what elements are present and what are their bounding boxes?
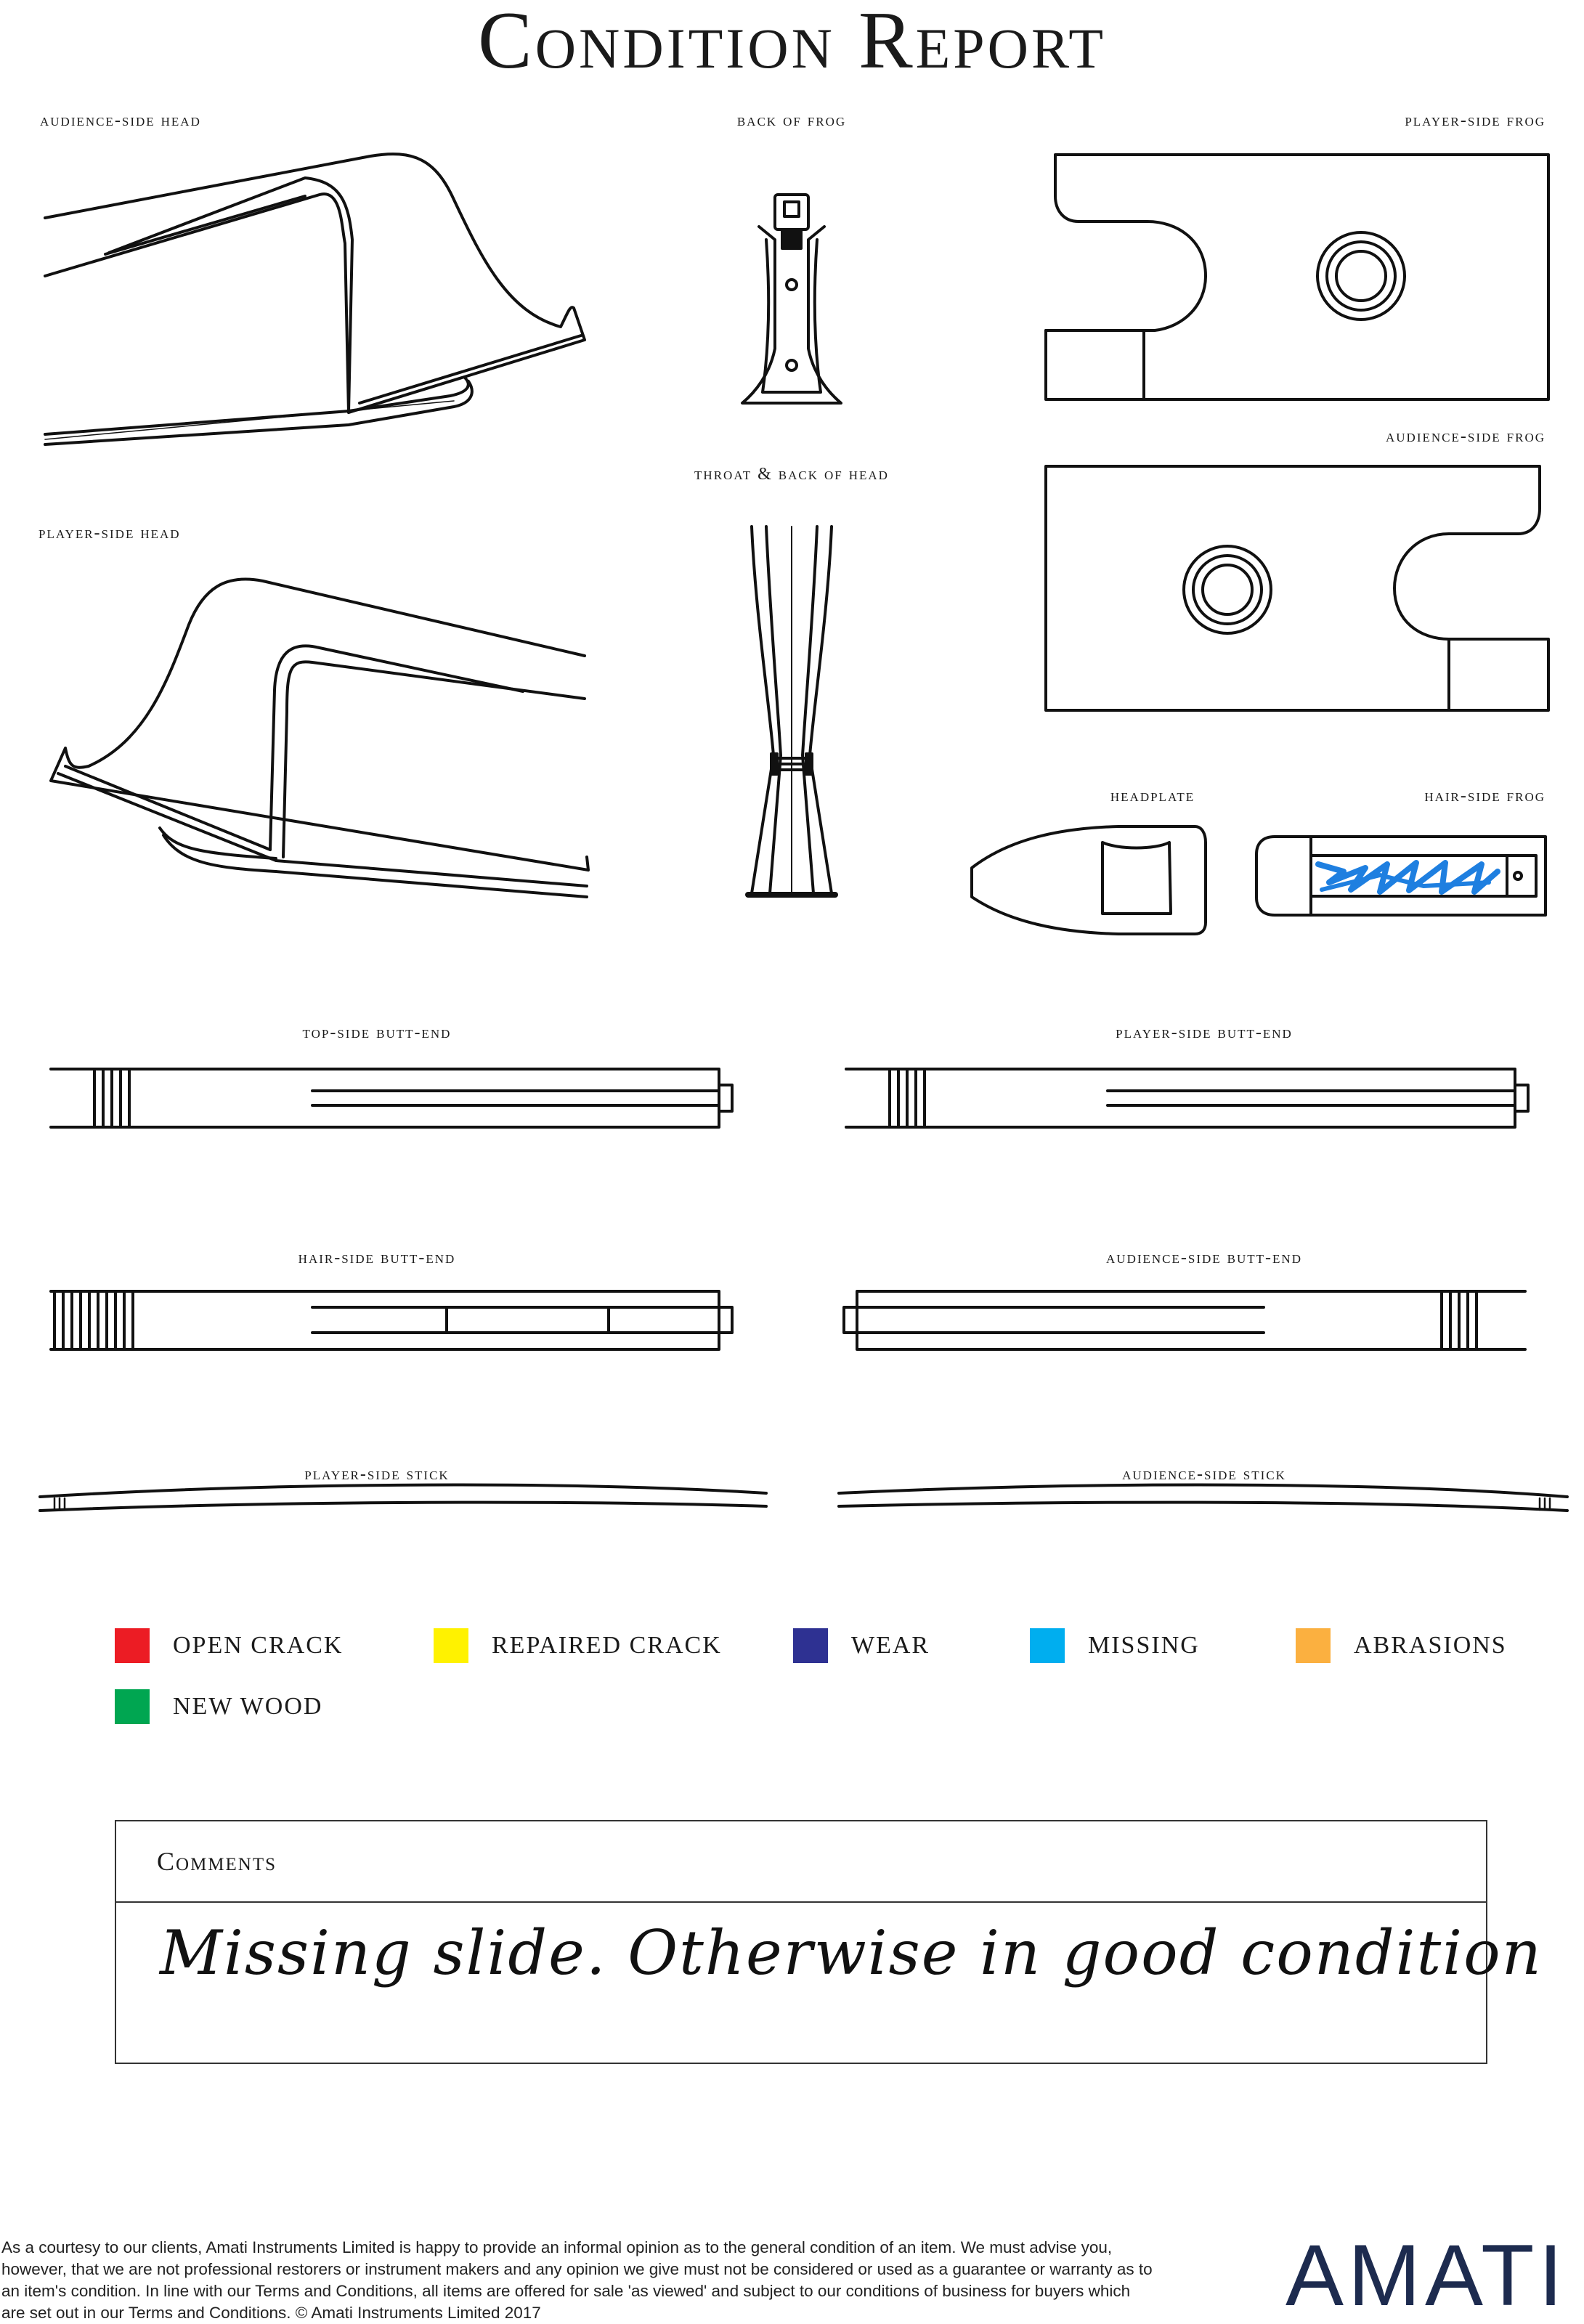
comments-box xyxy=(115,1820,1543,2064)
legend-label: ABRASIONS xyxy=(1354,1632,1507,1659)
label-audience-side-stick: audience-side stick xyxy=(1122,1465,1286,1484)
label-player-side-frog: player-side frog xyxy=(1405,111,1546,130)
back-of-frog-drawing xyxy=(742,195,841,403)
legend-label: NEW WOOD xyxy=(173,1693,323,1720)
label-back-of-frog: back of frog xyxy=(736,111,847,130)
legend-repaired-crack xyxy=(434,1628,722,1663)
audience-side-stick-drawing xyxy=(839,1485,1567,1511)
audience-side-frog-drawing xyxy=(1046,466,1548,710)
comments-handwritten-text: Missing slide. Otherwise in good condition xyxy=(160,1917,1543,1988)
legend-label: MISSING xyxy=(1088,1632,1200,1659)
legend-swatch xyxy=(115,1628,150,1663)
label-hair-side-frog: hair-side frog xyxy=(1424,787,1546,805)
legend-abrasions xyxy=(1296,1628,1507,1663)
top-side-butt-end-drawing xyxy=(51,1069,732,1127)
comments-header xyxy=(116,1821,1486,1903)
label-player-side-head: player-side head xyxy=(38,524,181,543)
headplate-drawing xyxy=(972,826,1206,934)
legend-swatch xyxy=(434,1628,468,1663)
label-hair-side-butt-end: hair-side butt-end xyxy=(298,1248,456,1267)
page-title: Condition Report xyxy=(478,0,1106,86)
disclaimer-text: As a courtesy to our clients, Amati Instruments Limited is happy to provide an informal opinion as to the general condition of an item. We must advise you, however, that we are not professional restorers or instrument makers and any opinion we give must not be considered or used as a guarantee or warranty as to an item's condition. In line with our Terms and Conditions, all items are offered for sale 'as viewed' and subject to our conditions of business for buyers which are set out in our Terms and Conditions. © Amati Instruments Limited 2017 xyxy=(1,2238,1153,2322)
legend-swatch xyxy=(1296,1628,1331,1663)
legend-label: REPAIRED CRACK xyxy=(492,1632,722,1659)
label-throat-back-of-head: throat & back of head xyxy=(694,465,889,484)
player-side-stick-drawing xyxy=(40,1485,766,1511)
legend-wear xyxy=(793,1628,930,1663)
label-player-side-stick: player-side stick xyxy=(304,1465,450,1484)
legend-missing xyxy=(1030,1628,1200,1663)
label-top-side-butt-end: top-side butt-end xyxy=(302,1023,452,1042)
comments-title: Comments xyxy=(157,1847,277,1876)
legend-label: WEAR xyxy=(851,1632,930,1659)
player-side-head-drawing xyxy=(51,580,588,898)
label-player-side-butt-end: player-side butt-end xyxy=(1116,1023,1293,1042)
legend-swatch xyxy=(115,1689,150,1724)
hair-side-butt-end-drawing xyxy=(51,1291,732,1349)
legend-new-wood xyxy=(115,1689,322,1724)
label-audience-side-butt-end: audience-side butt-end xyxy=(1106,1248,1302,1267)
legend-label: OPEN CRACK xyxy=(173,1632,344,1659)
legend-open-crack xyxy=(115,1628,343,1663)
amati-logo: AMATI xyxy=(1286,2227,1567,2324)
legend-swatch xyxy=(1030,1628,1065,1663)
label-audience-side-frog: audience-side frog xyxy=(1386,427,1546,446)
player-side-butt-end-drawing xyxy=(846,1069,1528,1127)
legend-swatch xyxy=(793,1628,828,1663)
audience-side-butt-end-drawing xyxy=(844,1291,1525,1349)
audience-side-head-drawing xyxy=(45,154,585,444)
label-audience-side-head: audience-side head xyxy=(40,111,201,130)
label-headplate: headplate xyxy=(1110,787,1195,805)
hair-side-frog-drawing xyxy=(1256,837,1546,915)
player-side-frog-drawing xyxy=(1046,155,1548,399)
throat-back-of-head-drawing xyxy=(748,527,835,895)
